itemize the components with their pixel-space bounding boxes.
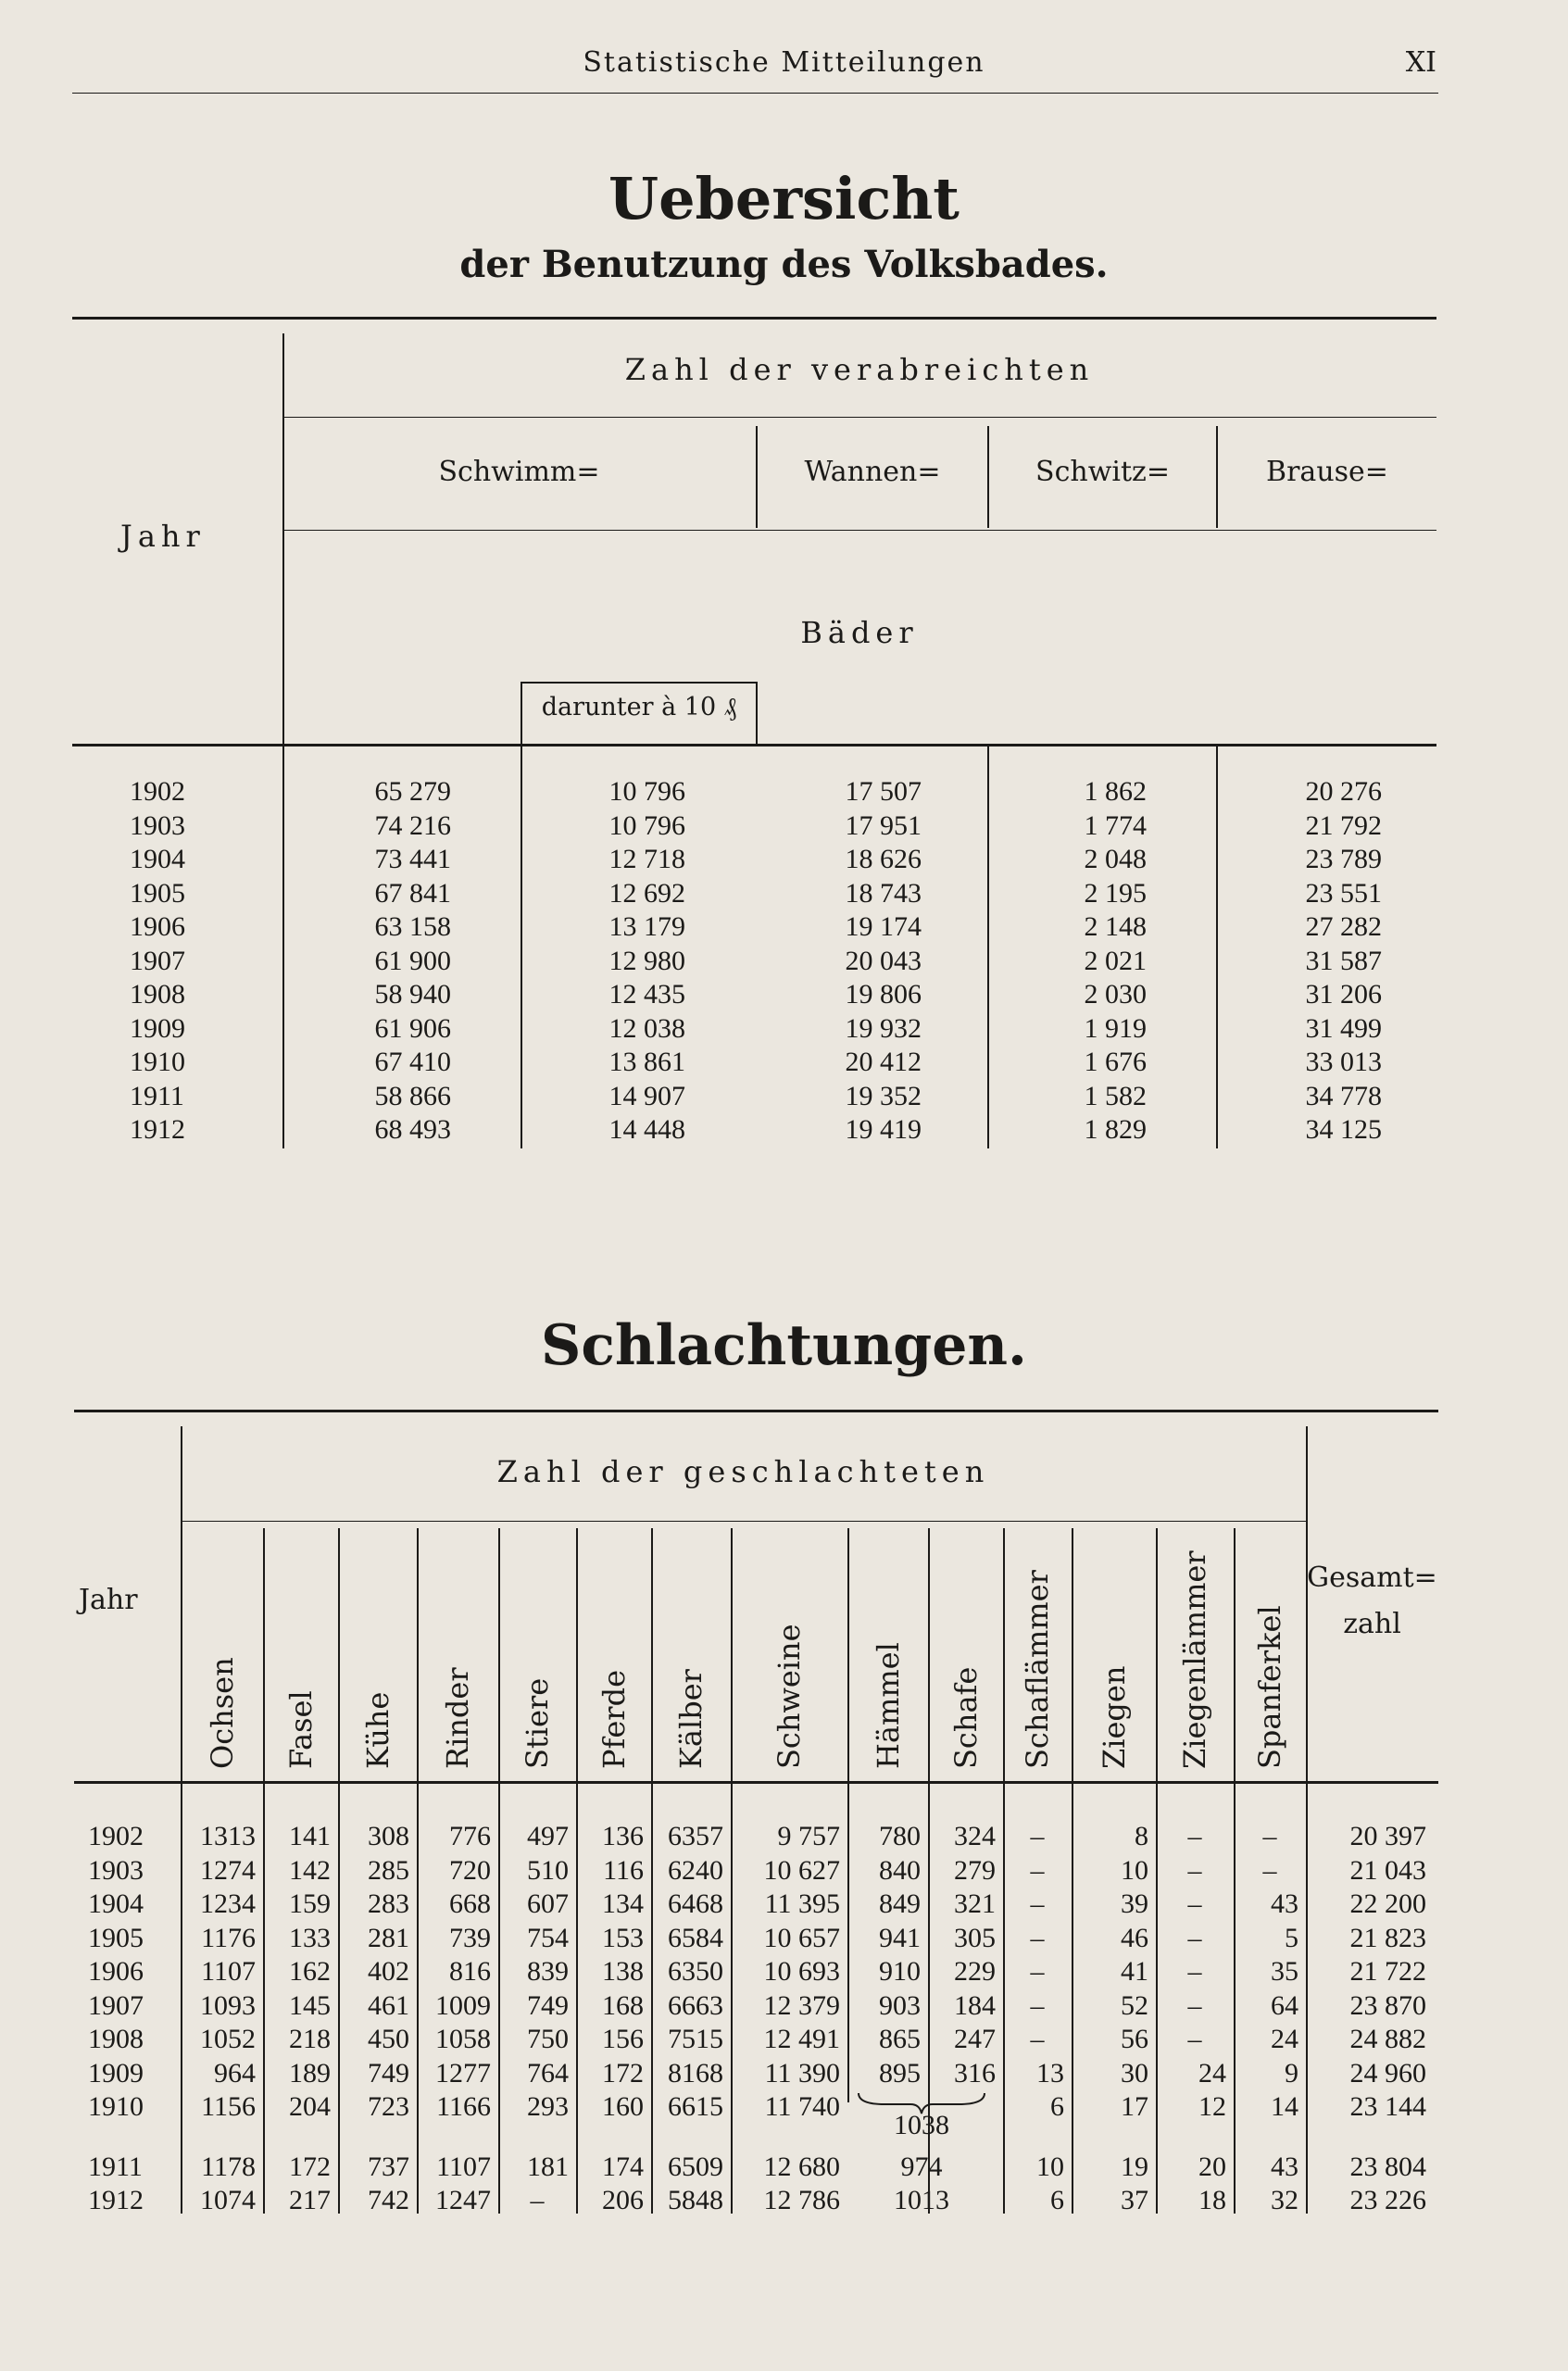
slaughter-cell: 1176 bbox=[201, 1922, 256, 1953]
slaughter-cell: 6468 bbox=[668, 1888, 723, 1919]
slaughter-cell: 776 bbox=[449, 1821, 491, 1851]
bath-cell-schwitz: 2 048 bbox=[1084, 844, 1147, 874]
slaughter-cell: 35 bbox=[1271, 1956, 1298, 1987]
bath-cell-darunter: 14 907 bbox=[608, 1080, 685, 1111]
bath-cell-wannen: 19 352 bbox=[845, 1080, 922, 1111]
bath-cell-brause: 31 206 bbox=[1305, 979, 1382, 1010]
slaughter-cell-total: 23 226 bbox=[1349, 2185, 1426, 2215]
slaughter-col-year: Jahr bbox=[79, 1584, 138, 1616]
slaughter-cell: 24 bbox=[1271, 2024, 1298, 2054]
slaughter-cell: 37 bbox=[1121, 2185, 1148, 2215]
slaughter-cell: 229 bbox=[954, 1956, 996, 1987]
slaughter-cell: 283 bbox=[368, 1888, 409, 1919]
slaughter-cell: 134 bbox=[602, 1888, 644, 1919]
slaughter-cell-year: 1910 bbox=[88, 2091, 144, 2122]
bath-sub-baeder: Bäder bbox=[800, 615, 919, 650]
bath-title: Uebersicht bbox=[608, 165, 960, 232]
slaughter-cell: 739 bbox=[449, 1922, 491, 1953]
bath-cell-year: 1904 bbox=[130, 844, 185, 874]
bath-cell-wannen: 18 626 bbox=[845, 844, 922, 874]
slaughter-cell: – bbox=[1262, 1821, 1277, 1851]
slaughter-cell: 1107 bbox=[201, 1956, 256, 1987]
slaughter-cell: 720 bbox=[449, 1854, 491, 1886]
slaughter-cell-year: 1905 bbox=[88, 1922, 144, 1953]
bath-cell-brause: 31 499 bbox=[1305, 1012, 1382, 1044]
slaughter-cell-year: 1903 bbox=[88, 1854, 144, 1886]
bath-cell-schwimm: 58 866 bbox=[374, 1080, 451, 1111]
slaughter-cell-total: 21 722 bbox=[1349, 1956, 1426, 1987]
slaughter-col-header: Rinder bbox=[440, 1667, 475, 1769]
slaughter-cell: 749 bbox=[527, 1989, 569, 2021]
slaughter-cell: 11 390 bbox=[764, 2057, 840, 2089]
slaughter-cell: 321 bbox=[954, 1888, 996, 1919]
slaughter-cell: 189 bbox=[289, 2057, 331, 2089]
bath-cell-wannen: 20 412 bbox=[845, 1047, 922, 1077]
slaughter-cell: 5 bbox=[1285, 1922, 1298, 1953]
slaughter-cell: – bbox=[1187, 1989, 1202, 2021]
slaughter-cell-year: 1904 bbox=[88, 1888, 144, 1919]
bath-col-brause: Brause= bbox=[1266, 456, 1388, 488]
slaughter-cell: 172 bbox=[289, 2151, 331, 2182]
slaughter-cell: 839 bbox=[527, 1956, 569, 1987]
bath-cell-darunter: 10 796 bbox=[608, 776, 685, 807]
slaughter-cell: 974 bbox=[900, 2151, 943, 2182]
slaughter-title: Schlachtungen. bbox=[541, 1313, 1027, 1378]
bath-cell-year: 1908 bbox=[130, 979, 185, 1010]
bath-cell-year: 1912 bbox=[130, 1114, 185, 1145]
slaughter-cell: 14 bbox=[1271, 2091, 1298, 2122]
header-rule bbox=[72, 93, 1438, 94]
bath-cell-darunter: 12 038 bbox=[608, 1012, 685, 1044]
bath-cell-wannen: 17 951 bbox=[845, 809, 922, 841]
slaughter-col-header: Schweine bbox=[771, 1624, 807, 1769]
slaughter-group-header: Zahl der geschlachteten bbox=[496, 1454, 990, 1489]
slaughter-cell-total: 23 870 bbox=[1349, 1989, 1426, 2021]
slaughter-cell: 181 bbox=[527, 2151, 569, 2182]
bath-cell-wannen: 19 174 bbox=[845, 911, 922, 942]
slaughter-cell: 316 bbox=[954, 2057, 996, 2089]
slaughter-cell: – bbox=[1030, 1956, 1045, 1987]
bath-cell-schwitz: 2 030 bbox=[1084, 979, 1147, 1010]
bath-col-wannen: Wannen= bbox=[804, 456, 941, 488]
bath-cell-schwimm: 58 940 bbox=[374, 979, 451, 1010]
slaughter-cell: 308 bbox=[368, 1821, 409, 1851]
bath-col-year: Jahr bbox=[120, 519, 206, 554]
slaughter-cell-year: 1909 bbox=[88, 2057, 144, 2089]
slaughter-cell: 12 bbox=[1198, 2091, 1226, 2122]
slaughter-cell: 816 bbox=[449, 1956, 491, 1987]
slaughter-cell: 1013 bbox=[894, 2185, 949, 2215]
bath-cell-brause: 20 276 bbox=[1305, 776, 1382, 807]
slaughter-cell-total: 20 397 bbox=[1349, 1821, 1426, 1851]
slaughter-cell: 903 bbox=[879, 1989, 921, 2021]
slaughter-cell: – bbox=[1187, 1922, 1202, 1953]
slaughter-cell: 153 bbox=[602, 1922, 644, 1953]
bath-cell-darunter: 12 980 bbox=[608, 945, 685, 976]
slaughter-cell: 30 bbox=[1121, 2057, 1148, 2089]
slaughter-cell: 461 bbox=[368, 1989, 409, 2021]
bath-col-schwimm: Schwimm= bbox=[438, 456, 600, 488]
slaughter-col-header: Schafe bbox=[947, 1666, 984, 1769]
slaughter-cell: – bbox=[1030, 1854, 1045, 1886]
slaughter-cell: 8168 bbox=[668, 2057, 723, 2089]
bath-subtitle: der Benutzung des Volksbades. bbox=[459, 243, 1109, 286]
slaughter-cell: 6350 bbox=[668, 1956, 723, 1987]
slaughter-cell: 895 bbox=[879, 2057, 921, 2089]
bath-cell-year: 1911 bbox=[130, 1080, 184, 1111]
slaughter-cell: – bbox=[1030, 1989, 1045, 2021]
slaughter-cell: 1178 bbox=[201, 2151, 256, 2182]
slaughter-cell: 6615 bbox=[668, 2091, 723, 2122]
slaughter-cell-total: 23 144 bbox=[1349, 2091, 1426, 2122]
slaughter-cell: 668 bbox=[449, 1888, 491, 1919]
bath-cell-year: 1910 bbox=[130, 1047, 185, 1077]
slaughter-cell: 5848 bbox=[668, 2185, 723, 2215]
slaughter-cell-total: 24 960 bbox=[1349, 2057, 1426, 2089]
bath-cell-brause: 34 125 bbox=[1305, 1114, 1382, 1145]
slaughter-cell: 10 bbox=[1036, 2151, 1064, 2182]
bath-sub-darunter: darunter à 10 ₰ bbox=[541, 693, 737, 721]
bath-cell-schwitz: 1 676 bbox=[1084, 1047, 1147, 1077]
slaughter-cell-total: 22 200 bbox=[1349, 1888, 1426, 1919]
slaughter-cell: 6509 bbox=[668, 2151, 723, 2182]
bath-cell-darunter: 12 718 bbox=[608, 844, 685, 874]
slaughter-col-header: Schaflämmer bbox=[1020, 1570, 1055, 1769]
bath-cell-schwitz: 1 829 bbox=[1084, 1114, 1147, 1145]
bath-col-schwitz: Schwitz= bbox=[1035, 456, 1170, 488]
slaughter-cell: 138 bbox=[602, 1956, 644, 1987]
slaughter-cell: – bbox=[1187, 1888, 1202, 1919]
slaughter-cell-year: 1907 bbox=[88, 1989, 144, 2021]
slaughter-cell: 10 627 bbox=[763, 1854, 840, 1886]
slaughter-cell: 324 bbox=[954, 1821, 996, 1851]
bath-cell-brause: 33 013 bbox=[1305, 1047, 1382, 1077]
bath-cell-schwimm: 74 216 bbox=[374, 809, 451, 841]
slaughter-cell: 6 bbox=[1050, 2091, 1064, 2122]
slaughter-cell: 13 bbox=[1036, 2057, 1064, 2089]
slaughter-cell: – bbox=[1030, 2024, 1045, 2054]
bath-cell-year: 1902 bbox=[130, 776, 185, 807]
bath-cell-schwitz: 1 582 bbox=[1084, 1080, 1147, 1111]
slaughter-cell-total: 21 043 bbox=[1349, 1854, 1426, 1886]
slaughter-cell: 1058 bbox=[435, 2024, 491, 2054]
slaughter-col-header: Kälber bbox=[673, 1669, 709, 1769]
slaughter-cell: – bbox=[1187, 2024, 1202, 2054]
slaughter-cell: 6240 bbox=[668, 1854, 723, 1886]
page-number: XI bbox=[1405, 46, 1436, 79]
slaughter-cell: 145 bbox=[289, 1989, 331, 2021]
bath-cell-year: 1905 bbox=[130, 877, 185, 909]
slaughter-cell: 204 bbox=[289, 2091, 331, 2122]
bath-cell-wannen: 20 043 bbox=[845, 945, 922, 976]
slaughter-cell: 142 bbox=[289, 1854, 331, 1886]
slaughter-cell: 281 bbox=[368, 1922, 409, 1953]
bath-cell-brause: 31 587 bbox=[1305, 945, 1382, 976]
slaughter-total-header-1: Gesamt= bbox=[1307, 1562, 1437, 1594]
slaughter-cell: 1074 bbox=[200, 2185, 256, 2215]
slaughter-cell: 1009 bbox=[435, 1989, 491, 2021]
slaughter-cell: 32 bbox=[1271, 2185, 1298, 2215]
slaughter-cell: 9 757 bbox=[777, 1821, 840, 1851]
slaughter-col-header: Ochsen bbox=[204, 1657, 240, 1769]
bath-cell-darunter: 14 448 bbox=[608, 1114, 685, 1145]
bath-cell-darunter: 12 692 bbox=[608, 877, 685, 909]
slaughter-cell: 206 bbox=[602, 2185, 644, 2215]
slaughter-cell: 136 bbox=[602, 1821, 644, 1851]
slaughter-cell-year: 1911 bbox=[88, 2151, 143, 2182]
slaughter-cell: 510 bbox=[527, 1854, 569, 1886]
bath-cell-darunter: 10 796 bbox=[608, 809, 685, 841]
slaughter-cell: 607 bbox=[527, 1888, 569, 1919]
slaughter-cell: 749 bbox=[368, 2057, 409, 2089]
bath-cell-schwimm: 61 900 bbox=[374, 945, 451, 976]
bath-cell-year: 1907 bbox=[130, 945, 185, 976]
slaughter-cell: 1107 bbox=[436, 2151, 491, 2182]
slaughter-cell: 218 bbox=[289, 2024, 331, 2054]
bath-cell-year: 1903 bbox=[130, 809, 185, 841]
bath-cell-wannen: 19 806 bbox=[845, 979, 922, 1010]
slaughter-cell: 1156 bbox=[201, 2091, 256, 2122]
bath-cell-schwitz: 1 862 bbox=[1084, 776, 1147, 807]
slaughter-cell: 156 bbox=[602, 2024, 644, 2054]
slaughter-cell: 1234 bbox=[200, 1888, 256, 1919]
slaughter-cell: 41 bbox=[1121, 1956, 1148, 1987]
slaughter-cell-year: 1908 bbox=[88, 2024, 144, 2054]
slaughter-cell: 133 bbox=[289, 1922, 331, 1953]
bath-cell-brause: 27 282 bbox=[1305, 911, 1382, 942]
slaughter-cell: 162 bbox=[289, 1956, 331, 1987]
slaughter-col-header: Spanferkel bbox=[1252, 1605, 1287, 1769]
slaughter-cell: 910 bbox=[879, 1956, 921, 1987]
bath-cell-schwimm: 73 441 bbox=[374, 844, 451, 874]
slaughter-col-header: Ziegen bbox=[1096, 1665, 1132, 1769]
slaughter-cell: 497 bbox=[527, 1821, 569, 1851]
slaughter-cell: 1313 bbox=[200, 1821, 256, 1851]
slaughter-cell: 293 bbox=[527, 2091, 569, 2122]
bath-cell-schwimm: 65 279 bbox=[374, 776, 451, 807]
bath-cell-schwimm: 63 158 bbox=[374, 911, 451, 942]
slaughter-cell: 10 657 bbox=[763, 1922, 840, 1953]
bath-cell-schwitz: 2 148 bbox=[1084, 911, 1147, 942]
slaughter-cell: 52 bbox=[1121, 1989, 1148, 2021]
slaughter-cell: 754 bbox=[527, 1922, 569, 1953]
slaughter-cell: 6584 bbox=[668, 1922, 723, 1953]
bath-cell-darunter: 13 861 bbox=[608, 1047, 685, 1077]
bath-cell-wannen: 19 419 bbox=[845, 1114, 922, 1145]
slaughter-cell: 11 740 bbox=[764, 2091, 840, 2122]
bath-cell-darunter: 12 435 bbox=[608, 979, 685, 1010]
bath-cell-brause: 23 789 bbox=[1305, 844, 1382, 874]
bath-cell-year: 1906 bbox=[130, 911, 185, 942]
slaughter-cell: – bbox=[1187, 1821, 1202, 1851]
bath-cell-schwimm: 61 906 bbox=[374, 1012, 451, 1044]
slaughter-cell: 1093 bbox=[200, 1989, 256, 2021]
slaughter-cell: 39 bbox=[1121, 1888, 1148, 1919]
slaughter-cell: 6357 bbox=[668, 1821, 723, 1851]
slaughter-cell: 18 bbox=[1198, 2185, 1226, 2215]
slaughter-cell: 742 bbox=[368, 2185, 409, 2215]
slaughter-cell: 964 bbox=[214, 2057, 256, 2089]
slaughter-cell: 168 bbox=[602, 1989, 644, 2021]
slaughter-cell: 8 bbox=[1135, 1821, 1148, 1851]
slaughter-cell: 1166 bbox=[436, 2091, 491, 2122]
slaughter-cell: 10 bbox=[1121, 1854, 1148, 1886]
slaughter-cell: – bbox=[1187, 1854, 1202, 1886]
slaughter-cell: 19 bbox=[1121, 2151, 1148, 2182]
slaughter-cell-total: 24 882 bbox=[1349, 2024, 1426, 2054]
slaughter-cell: 402 bbox=[368, 1956, 409, 1987]
bath-cell-darunter: 13 179 bbox=[608, 911, 685, 942]
slaughter-cell: 279 bbox=[954, 1854, 996, 1886]
slaughter-cell: 750 bbox=[527, 2024, 569, 2054]
slaughter-cell: 7515 bbox=[668, 2024, 723, 2054]
slaughter-cell: 12 786 bbox=[763, 2185, 840, 2215]
slaughter-cell: 174 bbox=[602, 2151, 644, 2182]
slaughter-col-header: Fasel bbox=[282, 1690, 319, 1769]
bath-cell-schwitz: 2 195 bbox=[1084, 877, 1147, 909]
slaughter-cell: 764 bbox=[527, 2057, 569, 2089]
slaughter-cell: 737 bbox=[368, 2151, 409, 2182]
slaughter-col-header: Stiere bbox=[520, 1677, 555, 1769]
slaughter-cell: 1277 bbox=[435, 2057, 491, 2089]
slaughter-cell: 116 bbox=[603, 1854, 644, 1886]
bath-cell-wannen: 18 743 bbox=[845, 877, 922, 909]
running-title: Statistische Mitteilungen bbox=[583, 46, 985, 79]
slaughter-cell: 450 bbox=[368, 2024, 409, 2054]
slaughter-cell: 56 bbox=[1121, 2024, 1148, 2054]
slaughter-cell: 1052 bbox=[200, 2024, 256, 2054]
slaughter-cell: – bbox=[530, 2185, 545, 2215]
slaughter-cell: 141 bbox=[289, 1821, 331, 1851]
slaughter-cell: 285 bbox=[368, 1854, 409, 1886]
slaughter-cell: 6663 bbox=[668, 1989, 723, 2021]
bath-cell-schwimm: 67 841 bbox=[374, 877, 451, 909]
slaughter-cell-total: 21 823 bbox=[1349, 1922, 1426, 1953]
slaughter-cell: 12 491 bbox=[763, 2024, 840, 2054]
bath-cell-brause: 21 792 bbox=[1305, 809, 1382, 841]
slaughter-cell: – bbox=[1030, 1922, 1045, 1953]
slaughter-cell-year: 1902 bbox=[88, 1821, 144, 1851]
bath-cell-schwimm: 68 493 bbox=[374, 1114, 451, 1145]
slaughter-cell: – bbox=[1187, 1956, 1202, 1987]
slaughter-cell: 24 bbox=[1198, 2057, 1226, 2089]
bath-cell-year: 1909 bbox=[130, 1012, 185, 1044]
slaughter-cell: 865 bbox=[879, 2024, 921, 2054]
slaughter-cell-year: 1912 bbox=[88, 2185, 144, 2215]
slaughter-cell: 217 bbox=[289, 2185, 331, 2215]
slaughter-cell: 780 bbox=[879, 1821, 921, 1851]
slaughter-cell: 184 bbox=[954, 1989, 996, 2021]
slaughter-cell: 9 bbox=[1285, 2057, 1298, 2089]
slaughter-cell: 43 bbox=[1271, 2151, 1298, 2182]
slaughter-cell: – bbox=[1262, 1854, 1277, 1886]
bath-cell-schwitz: 2 021 bbox=[1084, 945, 1147, 976]
slaughter-cell: 840 bbox=[879, 1854, 921, 1886]
slaughter-cell: 11 395 bbox=[764, 1888, 840, 1919]
slaughter-cell: 160 bbox=[602, 2091, 644, 2122]
slaughter-cell: – bbox=[1030, 1888, 1045, 1919]
bath-cell-schwimm: 67 410 bbox=[374, 1047, 451, 1077]
slaughter-cell: 247 bbox=[954, 2024, 996, 2054]
bath-cell-brause: 34 778 bbox=[1305, 1080, 1382, 1111]
bath-cell-schwitz: 1 774 bbox=[1084, 809, 1147, 841]
slaughter-cell: 1247 bbox=[435, 2185, 491, 2215]
slaughter-cell: 305 bbox=[954, 1922, 996, 1953]
slaughter-col-header: Ziegenlämmer bbox=[1177, 1550, 1212, 1769]
bath-cell-schwitz: 1 919 bbox=[1084, 1012, 1147, 1044]
slaughter-cell: 17 bbox=[1121, 2091, 1148, 2122]
bath-cell-wannen: 17 507 bbox=[845, 776, 922, 807]
slaughter-cell: 46 bbox=[1121, 1922, 1148, 1953]
bath-cell-wannen: 19 932 bbox=[845, 1012, 922, 1044]
slaughter-col-header: Kühe bbox=[359, 1691, 395, 1769]
slaughter-cell-year: 1906 bbox=[88, 1956, 144, 1987]
slaughter-cell: 1274 bbox=[200, 1854, 256, 1886]
merged-value-1910: 1038 bbox=[894, 2110, 949, 2140]
slaughter-cell: 723 bbox=[368, 2091, 409, 2122]
slaughter-cell: 12 379 bbox=[763, 1989, 840, 2021]
slaughter-cell: 12 680 bbox=[763, 2151, 840, 2182]
slaughter-cell: 6 bbox=[1050, 2185, 1064, 2215]
slaughter-cell: 849 bbox=[879, 1888, 921, 1919]
slaughter-cell: 172 bbox=[602, 2057, 644, 2089]
slaughter-col-header: Pferde bbox=[596, 1669, 632, 1769]
slaughter-cell-total: 23 804 bbox=[1349, 2151, 1426, 2182]
slaughter-cell: 43 bbox=[1271, 1888, 1298, 1919]
slaughter-cell: 20 bbox=[1198, 2151, 1226, 2182]
slaughter-cell: – bbox=[1030, 1821, 1045, 1851]
bath-group-header: Zahl der verabreichten bbox=[624, 352, 1095, 387]
slaughter-cell: 10 693 bbox=[763, 1956, 840, 1987]
bath-cell-brause: 23 551 bbox=[1305, 877, 1382, 909]
slaughter-cell: 64 bbox=[1271, 1989, 1298, 2021]
slaughter-cell: 159 bbox=[289, 1888, 331, 1919]
slaughter-total-header-2: zahl bbox=[1343, 1608, 1401, 1640]
slaughter-col-header: Hämmel bbox=[870, 1642, 906, 1769]
slaughter-cell: 941 bbox=[879, 1922, 921, 1953]
